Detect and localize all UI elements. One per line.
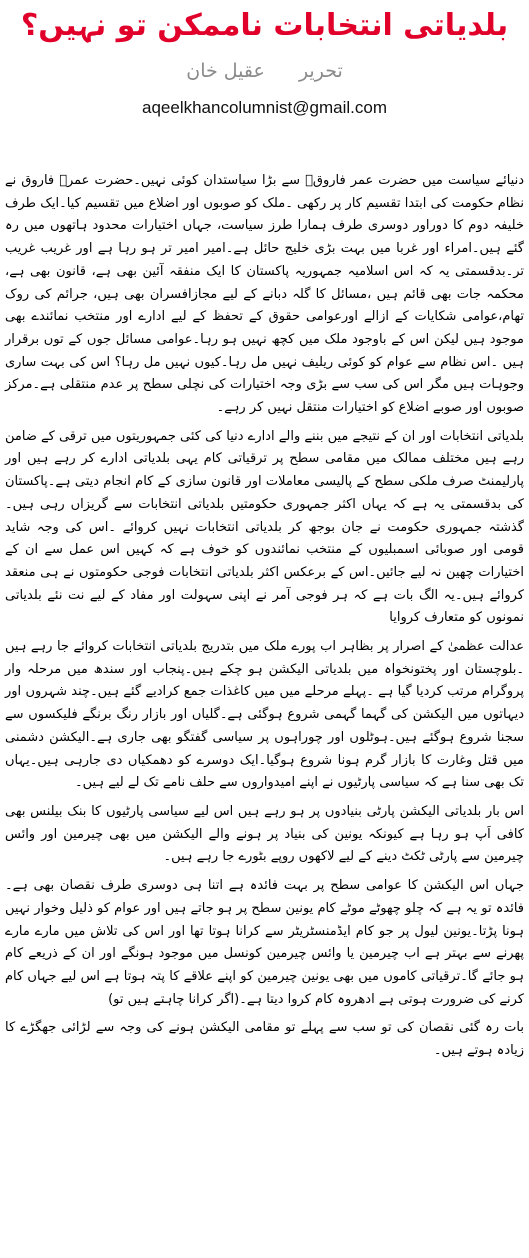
paragraph: عدالت عظمیٰ کے اصرار پر بظاہر اب پورے ملک میں بتدریج بلدیاتی انتخابات کروائے جا رہے ہیں ۔بلوچستان اور پختونخواہ میں بلدیاتی الیکشن ہو چکے ہیں۔پنجاب اور سندھ میں مرحلہ وار پروگرام مرتب کردیا گیا ہے ۔پہلے مرحلے میں میں کاغذات جمع کرادیے گئے ہیں۔چند شہروں اور دیہاتوں میں الیکشن کی گہما گہمی شروع ہوگئی ہے۔گلیاں اور بازار رنگ برنگے فلیکسوں سے سجنا شروع ہوگئے ہیں۔ہوٹلوں اور چوراہوں پر سیاسی گفتگو بھی جاری ہے۔الیکشن دشمنی میں قتل وغارت کا بازار گرم ہونا شروع ہوگیا۔ایک دوسرے کو دھمکیاں دی جارہی ہیں۔یہاں تک بھی سنا ہے کہ سیاسی پارٹیوں نے اپنے امیدواروں سے حلف نامے تک لے لیے ہیں۔: [5, 639, 524, 791]
paragraph: اس بار بلدیاتی الیکشن پارٹی بنیادوں پر ہو رہے ہیں اس لیے سیاسی پارٹیوں کا بنک بیلنس بھی کافی اَپ ہو رہا ہے کیونکہ یونین کی بنیاد پر ہونے والے الیکشن میں بھی چیرمین اور وائس چیرمین سے پارٹی ٹکٹ دینے کے لیے لاکھوں روپے بٹورے جا رہے ہیں۔: [5, 803, 524, 865]
article-body: [5, 170, 524, 1069]
author-name: عقیل خان: [186, 60, 265, 82]
paragraph: بلدیاتی انتخابات اور ان کے نتیجے میں بننے والے ادارے دنیا کی کئی جمہوریتوں میں ترقی کے ضامن رہے ہیں مختلف ممالک میں مقامی سطح پر ترقیاتی کام یہی بلدیاتی ادارے کر رہے ہیں اور پارلیمنٹ صرف ملکی سطح کے پالیسی معاملات اور قانون سازی کے کام انجام دیتی ہے۔پاکستان کی بدقسمتی یہ ہے کہ یہاں اکثر جمہوری حکومتیں بلدیاتی انتخابات سے گریزاں رہی ہیں۔گذشتہ جمہوری حکومت نے جان بوجھ کر بلدیاتی انتخابات نہیں کروائے ۔اس کی وجہ شاید قومی اور صوبائی اسمبلیوں کے منتخب نمائندوں کو خوف ہے کہ کہیں اس عمل سے ان کے اختیارات چھین نہ لیے جائیں۔اس کے برعکس اکثر بلدیاتی انتخابات فوجی حکومتوں نے ہی منعقد کروائے ہیں۔یہ الگ بات ہے کہ ہر فوجی آمر نے اپنی سہولت اور مفاد کے لیے نت نئے بلدیاتی نمونوں کو متعارف کروایا: [5, 428, 524, 626]
paragraph: بات رہ گئی نقصان کی تو سب سے پہلے تو مقامی الیکشن ہونے کی وجہ سے لڑائی جھگڑے کا زیادہ ہوتے ہیں۔: [5, 1020, 524, 1059]
author-email: aqeelkhancolumnist@gmail.com: [142, 98, 387, 117]
paragraph: جہاں اس الیکشن کا عوامی سطح پر بہت فائدہ ہے اتنا ہی دوسری طرف نقصان بھی ہے۔فائدہ تو یہ ہے کہ چلو چھوٹے موٹے کام یونین سطح پر ہو جاتے ہیں اور عوام کو ذلیل وخوار نہیں ہونا پڑتا۔یونین لیول پر جو کام ایڈمنسٹریٹر سے کرانا ہوتا تھا اور اس کی تلاش میں مارے مارے پھرنے سے بہتر ہے اب چیرمین یا وائس چیرمین کونسل میں موجود ہونگے اور ان کے ذریعے کام ہو جائے گا۔ترقیاتی کاموں میں بھی یونین چیرمین کو اپنے علاقے کا پتہ ہوتا ہے اس لیے جہاں کام کرنے کی ضرورت ہوتی ہے ادھروہ کام کروا دیتا ہے۔(اگر کرانا چاہتے ہیں تو): [5, 878, 524, 1007]
article-title: بلدیاتی انتخابات ناممکن تو نہیں؟: [20, 8, 509, 43]
byline: [0, 58, 529, 84]
byline-label: تحریر: [298, 60, 343, 82]
paragraph: دنیائے سیاست میں حضرت عمر فاروقؓ سے بڑا سیاستدان کوئی نہیں۔حضرت عمرؓ فاروق نے نظام حکومت کی ابتدا تقسیم کار پر رکھی ۔ملک کو صوبوں اور اضلاع میں تقسیم کیا۔ایک طرف خلیفہ دوم کا دوراور دوسری طرف ہمارا طرز سیاست، جہاں اختیارات محدود ہاتھوں میں رہ گئے ہیں۔امراء اور غربا میں بہت بڑی خلیج حائل ہے۔امیر امیر تر ہو رہا ہے اور غریب غریب تر۔بدقسمتی یہ کہ اس اسلامیہ جمہوریہ پاکستان کا ایک منفقہ آئین بھی ہے، قانون بھی ہے، محکمہ جات بھی قائم ہیں ،مسائل کا گلہ دبانے کے لیے مجازافسران بھی ہیں، جرائم کی روک تھام،عوامی شکایات کے ازالے اورعوامی حقوق کے تحفظ کے لیے ادارے اور منتخب نمائندے بھی موجود ہیں لیکن اس کے باوجود ملک میں کچھ نہیں ہو رہا۔عوامی مسائل جوں کے توں برقرار ہیں ۔اس نظام سے عوام کو کوئی ریلیف نہیں مل رہا۔کیوں نہیں مل رہا؟ اس کی بہت ساری وجوہات ہیں مگر اس کی سب سے بڑی وجہ اختیارات کی نچلی سطح پر عدم منتقلی ہے۔مرکز صوبوں اور صوبے اضلاع کو اختیارات منتقل نہیں کر رہے۔: [5, 173, 524, 416]
